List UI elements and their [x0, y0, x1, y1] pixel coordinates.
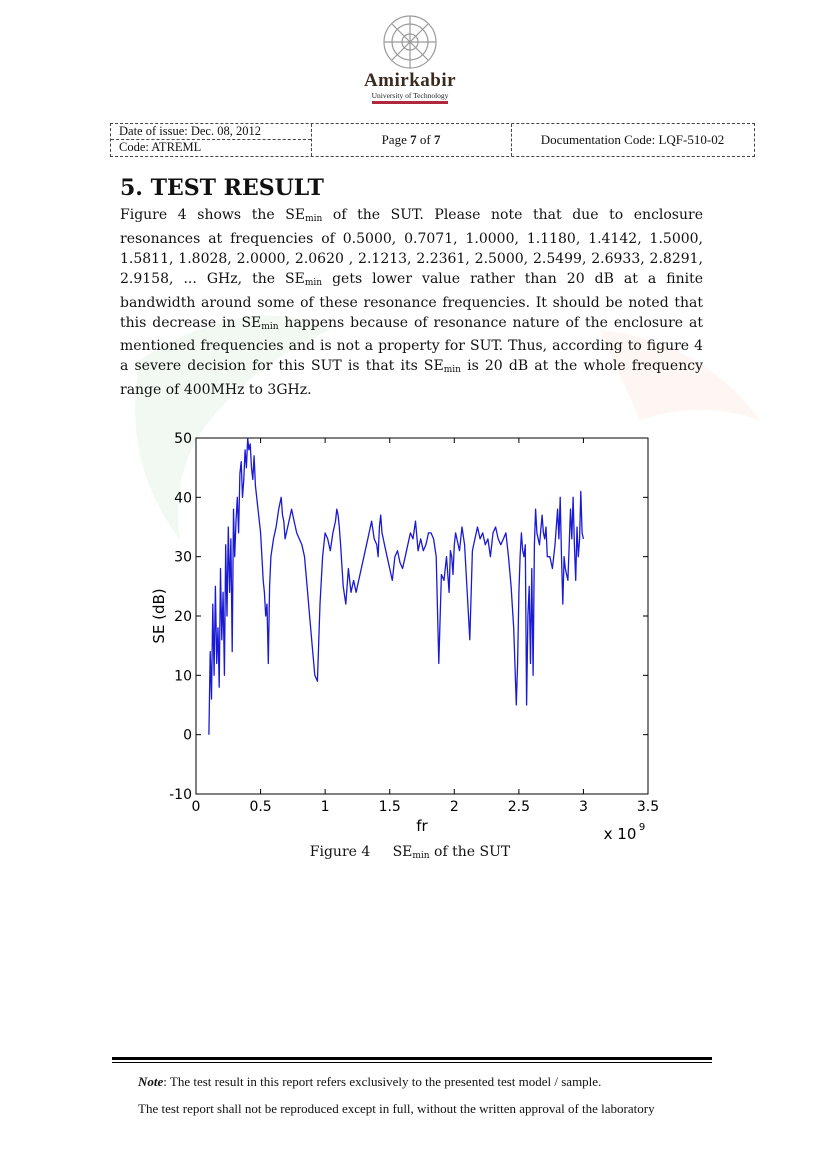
y-tick-label-4: 30	[174, 549, 192, 566]
se-chart	[150, 428, 680, 848]
x-tick-label-6: 3	[578, 799, 588, 815]
logo-underline	[372, 101, 448, 104]
footer-rule-thin	[112, 1062, 712, 1063]
section-paragraph	[120, 206, 703, 401]
para-part-c: gets lower value rather than 20 dB at a finite bandwidth around some of these resonance frequencies. It should be noted that this decrease in SE	[120, 270, 703, 331]
code: Code: ATREML	[119, 140, 202, 154]
para-part-e: is 20 dB at the whole frequency range of 400MHz to 3GHz.	[120, 358, 703, 399]
note-text: : The test result in this report refers exclusively to the presented test model / sample.	[163, 1074, 602, 1089]
page-number	[311, 124, 512, 156]
x-tick-label-2: 1	[320, 799, 330, 815]
caption-prefix: Figure 4	[309, 844, 371, 860]
x-tick-label-7: 3.5	[636, 799, 660, 815]
x-tick-label-1: 0.5	[249, 799, 272, 815]
header-issue-cell	[111, 124, 312, 156]
x-tick-label-5: 2.5	[507, 799, 530, 815]
university-emblem-icon	[360, 10, 460, 72]
x-axis-label: fr	[416, 817, 428, 835]
caption-se: SE	[392, 844, 413, 860]
page-total: 7	[433, 132, 441, 147]
footer-disclaimer: The test report shall not be reproduced except in full, without the written approval of the laboratory	[138, 1101, 655, 1116]
x-multiplier-exponent: 9	[638, 822, 646, 833]
footer-note	[138, 1074, 601, 1090]
para-part-b: of the SUT. Please note that due to enclosure resonances at frequencies of 0.5000, 0.7071, 1.0000, 1.1180, 1.4142, 1.5000, 1.5811, 1.8028, 2.0000, 2.0620 , 2.1213, 2.2361, 2.5000, 2.5499, 2.6933, 2.8291, 2.9158, ... GHz, the SE	[120, 207, 703, 287]
date-of-issue: Date of issue: Dec. 08, 2012	[111, 124, 311, 140]
document-header	[110, 123, 755, 157]
section-title: 5. TEST RESULT	[120, 175, 324, 201]
para-sub-2: min	[304, 277, 323, 288]
x-tick-label-3: 1.5	[378, 799, 401, 815]
y-tick-label-1: 0	[183, 727, 192, 744]
footer-rule-thick	[112, 1057, 712, 1060]
x-tick-label-4: 2	[449, 799, 459, 815]
note-label: Note	[138, 1074, 164, 1089]
figure-caption	[0, 844, 820, 861]
para-sub-3: min	[261, 321, 279, 332]
para-sub-4: min	[443, 365, 461, 376]
y-tick-label-0: -10	[169, 787, 192, 803]
documentation-code: Documentation Code: LQF-510-02	[540, 132, 725, 147]
x-multiplier: x 10	[603, 825, 637, 843]
y-tick-label-5: 40	[174, 490, 192, 507]
page-of: of	[419, 132, 431, 147]
logo-subtitle: University of Technology	[371, 91, 449, 100]
caption-sub: min	[412, 851, 430, 861]
x-tick-label-0: 0	[191, 799, 201, 815]
caption-rest: of the SUT	[429, 844, 511, 860]
page-label: Page	[381, 132, 407, 147]
para-sub-1: min	[305, 214, 323, 224]
page-current: 7	[410, 132, 417, 147]
y-tick-label-6: 50	[174, 431, 192, 447]
y-tick-label-3: 20	[174, 609, 192, 625]
logo-name: Amirkabir	[363, 70, 457, 91]
y-tick-label-2: 10	[174, 668, 192, 685]
para-part-a: Figure 4 shows the SE	[120, 207, 306, 223]
y-axis-label: SE (dB)	[150, 588, 168, 644]
para-part-d: happens because of resonance nature of the enclosure at mentioned frequencies and is not a property for SUT. Thus, according to figure 4 a severe decision for this SUT is that its SE	[120, 314, 703, 375]
